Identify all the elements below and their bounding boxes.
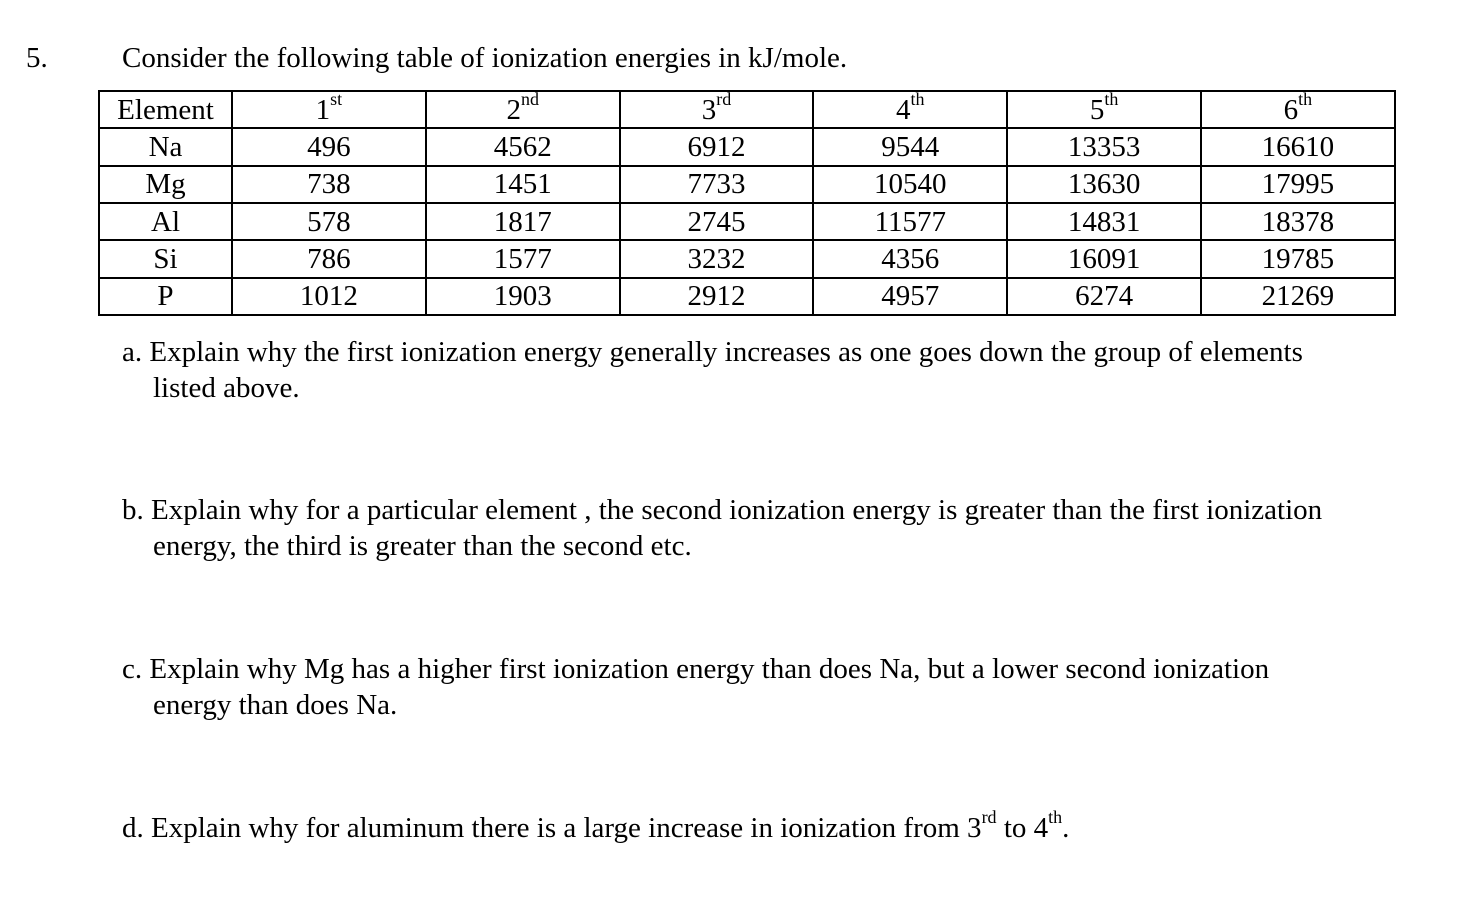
value-cell: 4562 xyxy=(426,128,620,165)
question-part-a xyxy=(122,334,1303,406)
element-cell: P xyxy=(99,278,232,315)
value-cell: 11577 xyxy=(813,203,1007,240)
element-cell: Si xyxy=(99,240,232,277)
value-cell: 738 xyxy=(232,166,426,203)
header-1st: 1st xyxy=(232,91,426,128)
table-header-row xyxy=(99,91,1395,128)
value-cell: 1817 xyxy=(426,203,620,240)
part-d-line-1: d. Explain why for aluminum there is a large increase in ionization from 3rd to 4th. xyxy=(122,807,1070,844)
header-5th: 5th xyxy=(1007,91,1201,128)
value-cell: 1012 xyxy=(232,278,426,315)
value-cell: 21269 xyxy=(1201,278,1395,315)
value-cell: 4957 xyxy=(813,278,1007,315)
header-6th: 6th xyxy=(1201,91,1395,128)
value-cell: 14831 xyxy=(1007,203,1201,240)
table-row xyxy=(99,166,1395,203)
element-cell: Al xyxy=(99,203,232,240)
part-a-line-2: listed above. xyxy=(153,372,300,404)
value-cell: 10540 xyxy=(813,166,1007,203)
question-intro: Consider the following table of ionization energies in kJ/mole. xyxy=(122,42,848,74)
part-c-line-1: c. Explain why Mg has a higher first ionization energy than does Na, but a lower second ionization xyxy=(122,653,1270,685)
value-cell: 786 xyxy=(232,240,426,277)
value-cell: 17995 xyxy=(1201,166,1395,203)
header-4th: 4th xyxy=(813,91,1007,128)
element-cell: Na xyxy=(99,128,232,165)
value-cell: 6912 xyxy=(620,128,814,165)
header-3rd: 3rd xyxy=(620,91,814,128)
question-part-d xyxy=(122,807,1070,846)
value-cell: 13630 xyxy=(1007,166,1201,203)
value-cell: 18378 xyxy=(1201,203,1395,240)
header-2nd: 2nd xyxy=(426,91,620,128)
ionization-energy-table xyxy=(98,90,1396,316)
value-cell: 16091 xyxy=(1007,240,1201,277)
table-row xyxy=(99,128,1395,165)
value-cell: 496 xyxy=(232,128,426,165)
value-cell: 13353 xyxy=(1007,128,1201,165)
value-cell: 1577 xyxy=(426,240,620,277)
part-b-line-2: energy, the third is greater than the second etc. xyxy=(153,530,692,562)
value-cell: 16610 xyxy=(1201,128,1395,165)
value-cell: 3232 xyxy=(620,240,814,277)
value-cell: 578 xyxy=(232,203,426,240)
table-row xyxy=(99,240,1395,277)
question-part-c xyxy=(122,651,1269,723)
value-cell: 6274 xyxy=(1007,278,1201,315)
table-row xyxy=(99,278,1395,315)
question-number: 5. xyxy=(26,42,48,74)
part-a-line-1: a. Explain why the first ionization energy generally increases as one goes down the group of elements xyxy=(122,336,1303,368)
header-element: Element xyxy=(99,91,232,128)
value-cell: 2912 xyxy=(620,278,814,315)
part-b-line-1: b. Explain why for a particular element , the second ionization energy is greater than the first ionization xyxy=(122,494,1323,526)
value-cell: 1451 xyxy=(426,166,620,203)
table-row xyxy=(99,203,1395,240)
value-cell: 1903 xyxy=(426,278,620,315)
value-cell: 19785 xyxy=(1201,240,1395,277)
part-c-line-2: energy than does Na. xyxy=(153,689,398,721)
value-cell: 2745 xyxy=(620,203,814,240)
value-cell: 9544 xyxy=(813,128,1007,165)
value-cell: 4356 xyxy=(813,240,1007,277)
element-cell: Mg xyxy=(99,166,232,203)
question-part-b xyxy=(122,492,1322,564)
value-cell: 7733 xyxy=(620,166,814,203)
